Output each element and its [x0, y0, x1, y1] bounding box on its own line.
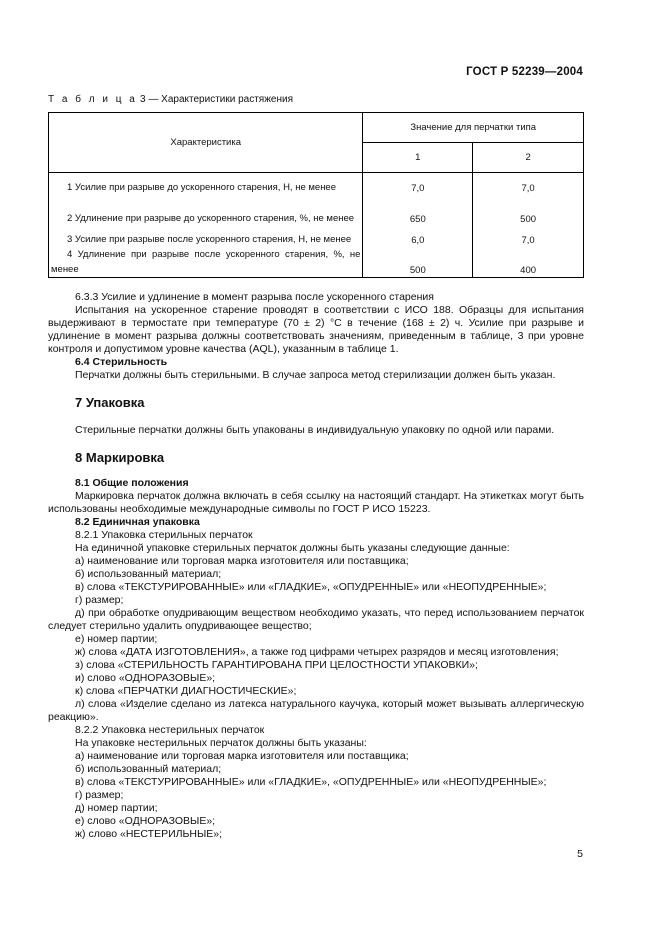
document-header: ГОСТ Р 52239—2004	[466, 66, 583, 78]
header-characteristic: Характеристика	[49, 113, 363, 173]
section-6-3-3-body: Испытания на ускоренное старение проводят в соответствии с ИСО 188. Образцы для испытания выдерживают в термостате при температуре (70 ± 2) °С в течение (168 ± 2) ч. Усилие при разрыве и удлинение в момент разрыва должны соответствовать значениям, приведенным в таблице, 3 при уровне контроля и допустимом уровне качества (AQL), указанным в таблице 1.	[48, 304, 584, 355]
row-2-type-2: 500	[473, 195, 584, 226]
section-7	[48, 424, 584, 437]
list-item: е) слово «ОДНОРАЗОВЫЕ»;	[75, 815, 216, 827]
section-7-heading: 7 Упаковка	[75, 395, 145, 410]
section-7-body: Стерильные перчатки должны быть упакованы в индивидуальную упаковку по одной или парами.	[75, 424, 555, 436]
list-item: л) слова «Изделие сделано из латекса натурального каучука, который может вызывать аллергическую реакцию».	[48, 698, 584, 723]
row-1-text: 1 Усилие при разрыве до ускоренного старения, Н, не менее	[49, 173, 363, 195]
section-8-body	[48, 477, 584, 841]
table-row	[49, 195, 584, 226]
section-6-4-body: Перчатки должны быть стерильными. В случае запроса метод стерилизации должен быть указан.	[75, 369, 556, 381]
row-1-type-1: 7,0	[363, 173, 473, 195]
row-1-type-2: 7,0	[473, 173, 584, 195]
section-8-2-1-intro: На единичной упаковке стерильных перчаток должны быть указаны следующие данные:	[75, 542, 510, 554]
list-item: г) размер;	[75, 789, 124, 801]
page-number: 5	[577, 848, 583, 860]
list-item: г) размер;	[75, 594, 124, 606]
section-6-4-title: 6.4 Стерильность	[75, 356, 168, 368]
header-type-2: 2	[473, 143, 584, 173]
list-item: и) слово «ОДНОРАЗОВЫЕ»;	[75, 672, 216, 684]
list-item: а) наименование или торговая марка изготовителя или поставщика;	[75, 750, 409, 762]
row-4-text: 4 Удлинение при разрыве после ускоренного старения, %, не менее	[49, 247, 363, 278]
table-row	[49, 226, 584, 247]
list-item: в) слова «ТЕКСТУРИРОВАННЫЕ» или «ГЛАДКИЕ», «ОПУДРЕННЫЕ» или «НЕОПУДРЕННЫЕ»;	[75, 776, 547, 788]
section-8-heading: 8 Маркировка	[75, 450, 165, 465]
row-4-type-2: 400	[473, 247, 584, 278]
list-item: д) номер партии;	[75, 802, 158, 814]
tensile-table	[48, 112, 584, 278]
table-row	[49, 173, 584, 195]
list-item: д) при обработке опудривающим веществом необходимо указать, что перед использованием перчаток следует стерильно удалить опудривающее вещество;	[48, 607, 584, 632]
section-8-1-title: 8.1 Общие положения	[75, 477, 189, 489]
section-8-2-1-title: 8.2.1 Упаковка стерильных перчаток	[75, 529, 253, 541]
list-item: б) использованный материал;	[75, 568, 222, 580]
list-item: а) наименование или торговая марка изготовителя или поставщика;	[75, 555, 409, 567]
section-6-3-3	[48, 291, 584, 382]
section-6-3-3-title: 6.3.3 Усилие и удлинение в момент разрыва после ускоренного старения	[75, 291, 434, 303]
table-caption-label: Т а б л и ц а	[48, 94, 138, 105]
list-item: ж) слова «ДАТА ИЗГОТОВЛЕНИЯ», а также год цифрами четырех разрядов и месяц изготовления;	[75, 646, 559, 658]
row-4-type-1: 500	[363, 247, 473, 278]
list-item: ж) слово «НЕСТЕРИЛЬНЫЕ»;	[75, 828, 223, 840]
list-item: з) слова «СТЕРИЛЬНОСТЬ ГАРАНТИРОВАНА ПРИ ЦЕЛОСТНОСТИ УПАКОВКИ»;	[75, 659, 478, 671]
section-8-2-2-title: 8.2.2 Упаковка нестерильных перчаток	[75, 724, 265, 736]
row-3-text: 3 Усилие при разрыве после ускоренного старения, Н, не менее	[49, 226, 363, 247]
row-3-type-1: 6,0	[363, 226, 473, 247]
list-item: б) использованный материал;	[75, 763, 222, 775]
section-8-2-title: 8.2 Единичная упаковка	[75, 516, 200, 528]
section-8-2-2-intro: На упаковке нестерильных перчаток должны быть указаны:	[75, 737, 367, 749]
list-item: в) слова «ТЕКСТУРИРОВАННЫЕ» или «ГЛАДКИЕ», «ОПУДРЕННЫЕ» или «НЕОПУДРЕННЫЕ»;	[75, 581, 547, 593]
section-8-1-body: Маркировка перчаток должна включать в себя ссылку на настоящий стандарт. На этикетках могут быть использованы необходимые международные символы по ГОСТ Р ИСО 15223.	[48, 490, 584, 515]
header-type-1: 1	[363, 143, 473, 173]
row-2-type-1: 650	[363, 195, 473, 226]
list-item: к) слова «ПЕРЧАТКИ ДИАГНОСТИЧЕСКИЕ»;	[75, 685, 297, 697]
row-2-text: 2 Удлинение при разрыве до ускоренного старения, %, не менее	[49, 195, 363, 226]
row-3-type-2: 7,0	[473, 226, 584, 247]
list-item: е) номер партии;	[75, 633, 158, 645]
table-caption-title: 3 — Характеристики растяжения	[137, 94, 293, 105]
table-row	[49, 247, 584, 278]
table-caption	[48, 94, 293, 105]
header-value: Значение для перчатки типа	[363, 113, 584, 143]
